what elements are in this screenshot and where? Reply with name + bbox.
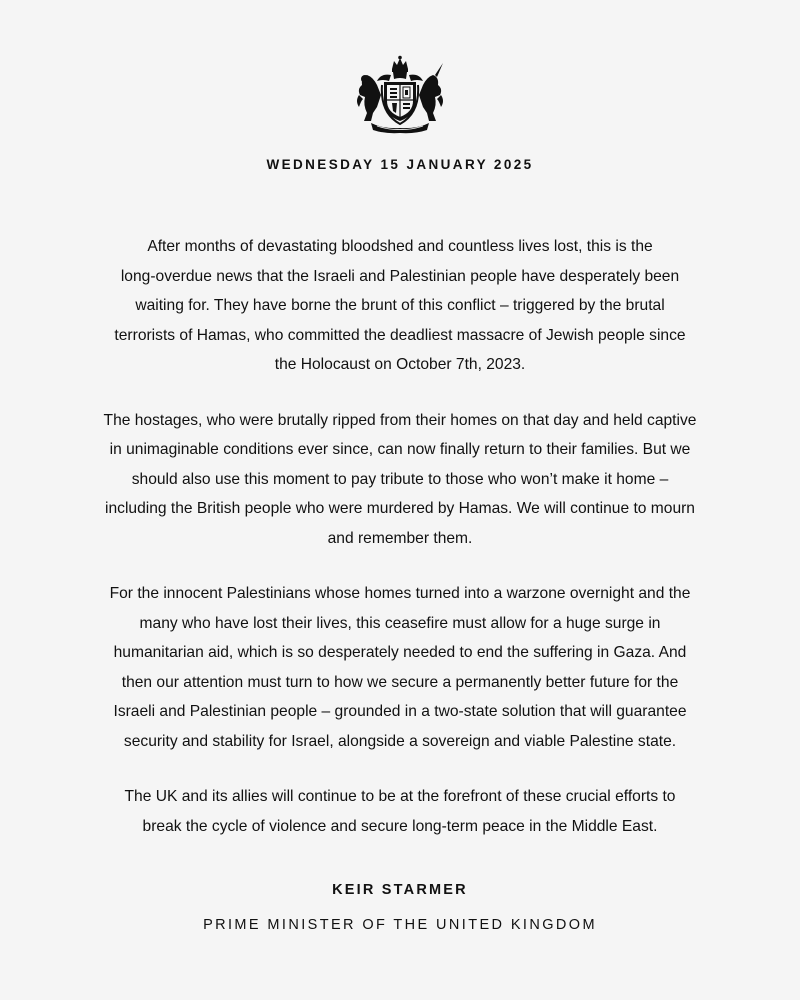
- statement-body: [50, 232, 750, 867]
- paragraph-line: After months of devastating bloodshed and countless lives lost, this is the: [147, 238, 653, 255]
- signer-name: KEIR STARMER: [332, 882, 468, 898]
- paragraph-line: many who have lost their lives, this ceasefire must allow for a huge surge in: [139, 614, 661, 632]
- paragraph-line: security and stability for Israel, alongside a sovereign and viable Palestine state.: [123, 732, 677, 750]
- paragraph-line: and remember them.: [327, 529, 473, 547]
- paragraph-line: Israeli and Palestinian people – grounded in a two-state solution that will guarantee: [113, 703, 687, 720]
- paragraph-line: terrorists of Hamas, who committed the deadliest massacre of Jewish people since: [114, 326, 686, 344]
- paragraph-line: waiting for. They have borne the brunt of this conflict – triggered by the brutal: [135, 297, 665, 314]
- paragraph-line: The hostages, who were brutally ripped from their homes on that day and held captive: [103, 411, 697, 429]
- paragraph-line: including the British people who were murdered by Hamas. We will continue to mourn: [105, 500, 695, 517]
- paragraph-line: For the innocent Palestinians whose homes turned into a warzone overnight and the: [109, 585, 691, 602]
- paragraph-line: the Holocaust on October 7th, 2023.: [274, 356, 526, 373]
- paragraph: [50, 232, 750, 380]
- signer-title: PRIME MINISTER OF THE UNITED KINGDOM: [203, 917, 597, 933]
- paragraph-line: long-overdue news that the Israeli and Palestinian people have desperately been: [120, 267, 680, 285]
- paragraph: [50, 579, 750, 756]
- paragraph-line: should also use this moment to pay tribute to those who won’t make it home –: [131, 470, 669, 488]
- royal-coat-of-arms-icon: [353, 55, 447, 135]
- paragraph-line: humanitarian aid, which is so desperately needed to end the suffering in Gaza. And: [113, 644, 687, 661]
- paragraph-line: in unimaginable conditions ever since, can now finally return to their families. But we: [109, 441, 691, 458]
- paragraph-line: then our attention must turn to how we secure a permanently better future for the: [121, 673, 679, 691]
- paragraph-line: break the cycle of violence and secure long-term peace in the Middle East.: [142, 817, 658, 835]
- paragraph-line: The UK and its allies will continue to be at the forefront of these crucial efforts to: [124, 788, 676, 805]
- paragraph: [50, 782, 750, 841]
- statement-date: WEDNESDAY 15 JANUARY 2025: [266, 157, 534, 172]
- paragraph: [50, 406, 750, 554]
